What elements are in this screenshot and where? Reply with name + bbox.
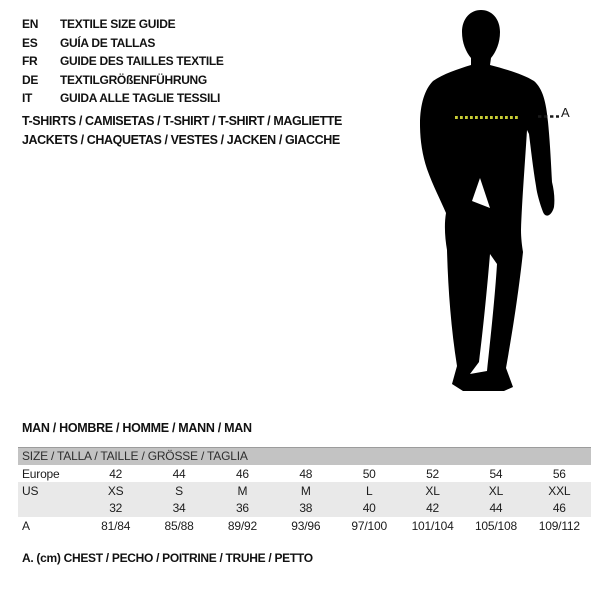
- table-cell: 56: [552, 466, 566, 481]
- language-row: [22, 89, 224, 108]
- table-cell: 109/112: [538, 518, 580, 533]
- man-silhouette-figure: [405, 0, 600, 410]
- row-label: A: [22, 518, 30, 533]
- table-cell: 44: [172, 466, 186, 481]
- table-cell: 32: [109, 501, 123, 516]
- measure-label-a: A: [561, 105, 570, 120]
- table-cell: XS: [107, 483, 124, 498]
- language-row: [22, 34, 224, 53]
- language-code: EN: [22, 17, 39, 31]
- table-cell: 34: [172, 501, 186, 516]
- language-code: DE: [22, 72, 39, 87]
- language-label: GUIDA ALLE TAGLIE TESSILI: [60, 91, 221, 106]
- language-label: TEXTILGRÖßENFÜHRUNG: [60, 72, 207, 87]
- table-cell: 50: [362, 466, 376, 481]
- table-cell: 101/104: [411, 518, 454, 533]
- table-row-chest-a: [18, 517, 591, 534]
- language-row: [22, 15, 224, 34]
- table-cell: M: [237, 483, 248, 498]
- table-cell: 42: [426, 501, 440, 516]
- table-cell: 89/92: [227, 518, 257, 533]
- table-cell: 38: [299, 501, 313, 516]
- table-cell: 42: [109, 466, 123, 481]
- size-table: [18, 447, 591, 534]
- table-cell: XXL: [548, 483, 571, 498]
- language-list: [22, 15, 224, 108]
- table-cell: 44: [489, 501, 503, 516]
- row-label: Europe: [22, 466, 60, 481]
- row-label: US: [22, 483, 39, 498]
- language-label: TEXTILE SIZE GUIDE: [60, 17, 176, 31]
- table-cell: XL: [425, 483, 440, 498]
- table-cell: S: [175, 483, 183, 498]
- language-label: GUÍA DE TALLAS: [60, 35, 156, 50]
- table-cell: 46: [235, 466, 249, 481]
- table-cell: 81/84: [101, 518, 131, 533]
- table-row-europe: [18, 465, 591, 482]
- section-title-man: MAN / HOMBRE / HOMME / MANN / MAN: [22, 421, 252, 435]
- man-silhouette: [420, 10, 554, 391]
- language-code: ES: [22, 35, 38, 50]
- language-code: IT: [22, 91, 33, 106]
- product-types-line1: T-SHIRTS / CAMISETAS / T-SHIRT / T-SHIRT / MAGLIETTE: [22, 114, 342, 128]
- table-cell: 46: [552, 501, 566, 516]
- language-row: [22, 71, 224, 90]
- language-row: [22, 52, 224, 71]
- size-table-header: SIZE / TALLA / TAILLE / GRÖSSE / TAGLIA: [18, 447, 591, 465]
- table-cell: 85/88: [164, 518, 194, 533]
- table-cell: 48: [299, 466, 313, 481]
- table-cell: 93/96: [291, 518, 321, 533]
- language-label: GUIDE DES TAILLES TEXTILE: [60, 54, 224, 69]
- table-cell: 54: [489, 466, 503, 481]
- table-cell: 52: [426, 466, 440, 481]
- table-cell: 105/108: [474, 518, 517, 533]
- table-cell: XL: [488, 483, 504, 498]
- table-cell: M: [300, 483, 311, 498]
- table-cell: 40: [362, 501, 376, 516]
- table-cell: 97/100: [351, 518, 387, 533]
- table-cell: 36: [235, 501, 249, 516]
- measurement-footnote: A. (cm) CHEST / PECHO / POITRINE / TRUHE / PETTO: [22, 551, 313, 565]
- table-row-numeric: [18, 500, 591, 517]
- table-row-us: [18, 482, 591, 499]
- table-cell: L: [365, 483, 373, 498]
- language-code: FR: [22, 54, 38, 69]
- product-types: [22, 112, 342, 151]
- product-types-line2: JACKETS / CHAQUETAS / VESTES / JACKEN / GIACCHE: [22, 133, 340, 148]
